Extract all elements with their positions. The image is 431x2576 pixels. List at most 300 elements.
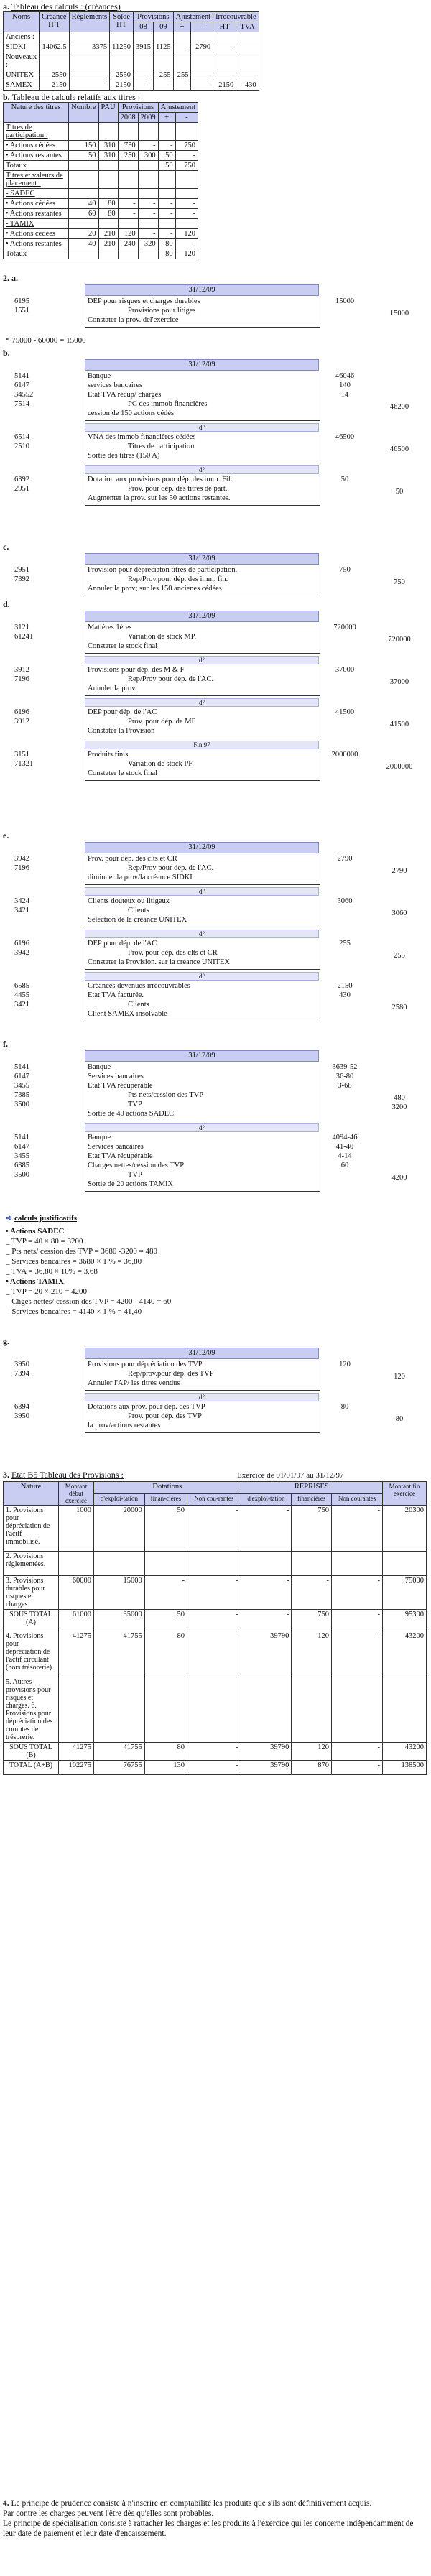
cell-r: - <box>69 80 110 91</box>
cell-pau <box>98 161 118 171</box>
cell-s: 2150 <box>110 80 134 91</box>
section-d-title: d. <box>3 599 10 609</box>
row-name: Nouveaux : <box>4 52 40 70</box>
cell-n <box>69 123 98 141</box>
cell-pau: 310 <box>98 141 118 151</box>
cell-rn: - <box>332 1576 383 1610</box>
cell-am: 120 <box>175 229 198 239</box>
account-number: 7196 <box>14 675 29 683</box>
debit-amount: 2000000 <box>331 751 358 759</box>
row-label: SOUS TOTAL (B) <box>4 1743 59 1761</box>
entry-label: Services bancaires <box>88 1143 144 1151</box>
account-number: 7514 <box>14 400 29 408</box>
journal-entry-box <box>85 563 320 596</box>
titres-table: Nature des titres Nombre PAU Provisions Ajustement 2008 2009 + - Titres de participation : • Actions cédées 150 310 750 - - 750 • Actions restantes 50 310 250 300 50 - Totaux 50 750 Titres et valeurs de placement : - SADEC • Actions cédées 40 80 - - - - • Actions restantes 60 80 - - - - - TAMIX • Actions cédées 20 210 120 - - 120 • Actions restantes 40 210 240 320 80 - Totaux 80 120 <box>3 102 198 259</box>
entry-label: Sortie de 20 actions TAMIX <box>88 1180 174 1188</box>
row-name: SIDKI <box>4 42 40 52</box>
journal-entry-box <box>85 430 320 463</box>
cell-rn <box>332 1677 383 1743</box>
cell-f: 138500 <box>383 1761 427 1775</box>
entry-label: Pts nets/cession des TVP <box>128 1091 204 1099</box>
cell-df: 50 <box>144 1610 187 1631</box>
debit-amount: 3-68 <box>338 1082 352 1090</box>
cell-df <box>144 1677 187 1743</box>
cell-rf <box>292 1677 332 1743</box>
account-number: 3942 <box>14 949 29 957</box>
entry-label: DEP pour dép. de l'AC <box>88 940 157 948</box>
cell-ap: - <box>158 199 175 209</box>
entry-label: Sortie de 40 actions SADEC <box>88 1110 175 1118</box>
journal-g <box>7 1348 424 1463</box>
entry-label: DEP pour risques et charges durables <box>88 297 200 305</box>
credit-amount: 80 <box>395 1415 404 1423</box>
account-number: 6385 <box>14 1162 29 1169</box>
cell-df: 80 <box>144 1743 187 1761</box>
calc-line: _ Services bancaires = 3680 × 1 % = 36,80 <box>6 1257 142 1266</box>
cell-p09: - <box>154 80 174 91</box>
entry-label: Charges nettes/cession des TVP <box>88 1162 185 1169</box>
cell-ap: 50 <box>158 151 175 161</box>
entry-label: Provisions pour dépréciation des TVP <box>88 1361 203 1368</box>
credit-amount: 46200 <box>389 403 409 411</box>
debit-amount: 3639-52 <box>332 1063 358 1071</box>
cell-rf: - <box>292 1576 332 1610</box>
table-row <box>4 239 198 249</box>
cell-p08: 3915 <box>134 42 154 52</box>
table-row <box>4 1552 427 1576</box>
account-number: 3121 <box>14 624 29 631</box>
cell-r <box>69 32 110 42</box>
table-row <box>4 141 198 151</box>
entry-label: la prov/actions restantes <box>88 1422 161 1430</box>
account-number: 3424 <box>14 897 29 905</box>
cell-de <box>94 1552 145 1576</box>
entry-label: Provisions pour litiges <box>128 307 196 315</box>
cell-ap: 50 <box>158 161 175 171</box>
section-b-title: b. Tableau de calculs relatifs aux titres : <box>3 92 141 102</box>
cell-d: 60000 <box>59 1576 94 1610</box>
cell-ht: 2150 <box>213 80 236 91</box>
entry-label: cession de 150 actions cédés <box>88 409 175 417</box>
entry-label: TVP <box>128 1171 142 1179</box>
account-number: 7394 <box>14 1370 29 1378</box>
entry-label: Rep/Prov pour dép. de l'AC. <box>128 864 214 872</box>
credit-amount: 15000 <box>389 310 409 318</box>
credit-amount: 720000 <box>388 636 411 644</box>
table-row <box>4 1677 427 1743</box>
account-number: 3455 <box>14 1152 29 1160</box>
entry-label: diminuer la prov/la créance SIDKI <box>88 874 193 881</box>
cell-p9: - <box>138 229 158 239</box>
cell-tva <box>236 42 259 52</box>
cell-c <box>40 32 69 42</box>
cell-n: 20 <box>69 229 98 239</box>
calcs-block <box>6 1227 171 1317</box>
table-row <box>4 219 198 229</box>
cell-aminus <box>191 32 213 42</box>
cell-dn: - <box>187 1761 241 1775</box>
cell-ap <box>158 189 175 199</box>
cell-p8: 240 <box>118 239 138 249</box>
cell-d: 41275 <box>59 1743 94 1761</box>
cell-d: 102275 <box>59 1761 94 1775</box>
cell-re <box>241 1677 292 1743</box>
entry-label: Banque <box>88 372 111 380</box>
cell-d <box>59 1552 94 1576</box>
section-3-title: 3. Etat B5 Tableau des Provisions : <box>3 1470 124 1480</box>
debit-amount: 140 <box>339 381 351 389</box>
account-number: 1551 <box>14 307 29 315</box>
sadec-title: • Actions SADEC <box>6 1227 65 1236</box>
cell-dn: - <box>187 1576 241 1610</box>
entry-label: Prov. pour dép. des clts et CR <box>88 855 177 863</box>
entry-label: Constater le stock final <box>88 642 158 650</box>
debit-amount: 3060 <box>337 897 353 905</box>
debit-amount: 41-40 <box>335 1143 354 1151</box>
credit-amount: 2790 <box>391 867 407 875</box>
table-row <box>4 209 198 219</box>
credit-amount: 3200 <box>391 1103 407 1111</box>
account-number: 4455 <box>14 991 29 999</box>
entry-label: TVP <box>128 1101 142 1108</box>
entry-label: Rep/prov.pour dép. des TVP <box>128 1370 214 1378</box>
cell-n: 60 <box>69 209 98 219</box>
account-number: 2510 <box>14 443 29 450</box>
cell-df: 80 <box>144 1631 187 1677</box>
journal-f <box>7 1050 424 1208</box>
account-number: 3421 <box>14 907 29 914</box>
cell-de: 35000 <box>94 1610 145 1631</box>
cell-ht: - <box>213 42 236 52</box>
debit-amount: 4-14 <box>338 1152 352 1160</box>
journal-entry-box <box>85 1060 320 1121</box>
credit-amount: 255 <box>394 952 405 960</box>
cell-p9: - <box>138 141 158 151</box>
cell-n <box>69 171 98 189</box>
cell-am: - <box>175 151 198 161</box>
account-number: 3151 <box>14 751 29 759</box>
table-row <box>4 80 259 91</box>
account-number: 6196 <box>14 940 29 948</box>
cell-pau: 210 <box>98 229 118 239</box>
cell-f: 43200 <box>383 1631 427 1677</box>
cell-rf: 750 <box>292 1506 332 1552</box>
row-label: SOUS TOTAL (A) <box>4 1610 59 1631</box>
cell-ht: - <box>213 70 236 80</box>
account-number: 7392 <box>14 575 29 583</box>
journal-entry-box <box>85 473 320 506</box>
cell-f: 20300 <box>383 1506 427 1552</box>
row-label: • Actions cédées <box>4 229 69 239</box>
exercise-range: Exercice de 01/01/97 au 31/12/97 <box>237 1471 344 1480</box>
journal-date: 31/12/09 <box>85 284 319 296</box>
entry-label: Matières 1ères <box>88 624 132 631</box>
entry-label: VNA des immob financières cédées <box>88 433 196 441</box>
cell-r <box>69 52 110 70</box>
cell-ht <box>213 32 236 42</box>
cell-rn: - <box>332 1743 383 1761</box>
account-number: 3912 <box>14 718 29 726</box>
section-g-title: g. <box>3 1336 9 1346</box>
cell-n <box>69 189 98 199</box>
entry-label: Client SAMEX insolvable <box>88 1010 167 1018</box>
entry-label: Etat TVA récupérable <box>88 1082 153 1090</box>
row-label: Titres et valeurs de placement : <box>4 171 69 189</box>
debit-amount: 50 <box>340 476 349 483</box>
cell-ap: 80 <box>158 239 175 249</box>
calc-line: _ Pts nets/ cession des TVP = 3680 -3200 = 480 <box>6 1247 158 1256</box>
cell-dn: - <box>187 1631 241 1677</box>
account-number: 61241 <box>14 633 34 641</box>
table-row <box>4 1576 427 1610</box>
cell-re: 39790 <box>241 1631 292 1677</box>
journal-b <box>7 359 424 539</box>
account-number: 34552 <box>14 391 34 399</box>
cell-re: - <box>241 1506 292 1552</box>
col-reglements: Règlements <box>69 12 110 32</box>
cell-n: 40 <box>69 199 98 209</box>
table-row <box>4 42 259 52</box>
journal-date: 31/12/09 <box>85 359 319 371</box>
cell-p08: - <box>134 80 154 91</box>
journal-date: 31/12/09 <box>85 842 319 853</box>
cell-rn: - <box>332 1761 383 1775</box>
entry-label: Banque <box>88 1063 111 1071</box>
calc-line: _ TVP = 40 × 80 = 3200 <box>6 1237 83 1246</box>
cell-dn: - <box>187 1610 241 1631</box>
cell-aminus: - <box>191 80 213 91</box>
section-a-title: a. Tableau des calculs : (créances) <box>3 1 121 11</box>
cell-p8 <box>118 189 138 199</box>
cell-p9: 300 <box>138 151 158 161</box>
table-row <box>4 32 259 42</box>
calc-2a: * 75000 - 60000 = 15000 <box>6 336 86 345</box>
debit-amount: 120 <box>339 1361 351 1368</box>
account-number: 6585 <box>14 982 29 990</box>
cell-d: 1000 <box>59 1506 94 1552</box>
debit-amount: 2790 <box>337 855 353 863</box>
cell-p08 <box>134 52 154 70</box>
cell-tva: - <box>236 70 259 80</box>
row-name: UNITEX <box>4 70 40 80</box>
row-label: 3. Provisions durables pour risques et charges <box>4 1576 59 1610</box>
debit-amount: 60 <box>340 1162 349 1169</box>
journal-date: 31/12/09 <box>85 1348 319 1359</box>
cell-re: - <box>241 1576 292 1610</box>
cell-f: 95300 <box>383 1610 427 1631</box>
table-row <box>4 123 198 141</box>
journal-e <box>7 842 424 1036</box>
table-row <box>4 1761 427 1775</box>
credit-amount: 480 <box>394 1094 405 1102</box>
account-number: 3942 <box>14 855 29 863</box>
account-number: 6147 <box>14 381 29 389</box>
cell-am: 750 <box>175 141 198 151</box>
journal-entry-box <box>85 1131 320 1192</box>
cell-aplus <box>173 32 191 42</box>
account-number: 6195 <box>14 297 29 305</box>
row-label: • Actions restantes <box>4 239 69 249</box>
cell-s <box>110 32 134 42</box>
cell-p08: - <box>134 70 154 80</box>
cell-p08 <box>134 32 154 42</box>
entry-label: services bancaires <box>88 381 143 389</box>
journal-entry-box <box>85 937 320 970</box>
cell-ap: - <box>158 141 175 151</box>
cell-dn: - <box>187 1506 241 1552</box>
row-label: - TAMIX <box>4 219 69 229</box>
section-f-title: f. <box>3 1039 8 1049</box>
cell-n <box>69 219 98 229</box>
cell-pau <box>98 171 118 189</box>
cell-pau: 80 <box>98 209 118 219</box>
cell-ap: 80 <box>158 249 175 259</box>
journal-date: 31/12/09 <box>85 553 319 565</box>
cell-p9 <box>138 219 158 229</box>
journal-entry-box <box>85 852 320 885</box>
entry-label: Clients <box>128 907 149 914</box>
debit-amount: 255 <box>339 940 351 948</box>
credit-amount: 2580 <box>391 1004 407 1011</box>
cell-p9 <box>138 123 158 141</box>
entry-label: Prov. pour dép. des titres de part. <box>128 485 228 493</box>
cell-r: - <box>69 70 110 80</box>
debit-amount: 41500 <box>335 708 355 716</box>
cell-aplus: - <box>173 80 191 91</box>
cell-de: 20000 <box>94 1506 145 1552</box>
cell-rf: 870 <box>292 1761 332 1775</box>
journal-entry-box <box>85 979 320 1021</box>
cell-p8 <box>118 161 138 171</box>
debit-amount: 15000 <box>335 297 355 305</box>
cell-n: 40 <box>69 239 98 249</box>
credit-amount: 50 <box>395 488 404 496</box>
table-row <box>4 151 198 161</box>
table-row <box>4 70 259 80</box>
cell-pau: 80 <box>98 199 118 209</box>
cell-n: 150 <box>69 141 98 151</box>
account-number: 6394 <box>14 1403 29 1411</box>
cell-p8: - <box>118 209 138 219</box>
cell-s <box>110 52 134 70</box>
arrow-icon: ➪ <box>6 1214 13 1223</box>
cell-pau <box>98 123 118 141</box>
cell-aplus: - <box>173 42 191 52</box>
tamix-title: • Actions TAMIX <box>6 1277 65 1286</box>
cell-rn: - <box>332 1506 383 1552</box>
entry-label: Rep/Prov.pour dép. des imm. fin. <box>128 575 228 583</box>
entry-label: Banque <box>88 1134 111 1141</box>
journal-date: 31/12/09 <box>85 611 319 622</box>
debit-amount: 46046 <box>335 372 355 380</box>
debit-amount: 750 <box>339 566 351 574</box>
entry-label: Créances devenues irrécouvrables <box>88 982 190 990</box>
journal-entry-box <box>85 621 320 654</box>
col-noms: Noms <box>4 12 40 32</box>
cell-ap <box>158 219 175 229</box>
entry-label: Produits finis <box>88 751 129 759</box>
cell-p09: 1125 <box>154 42 174 52</box>
entry-label: Constater la prov. del'exercice <box>88 316 179 324</box>
entry-label: Prov. pour dép. de MF <box>128 718 196 726</box>
calc-line: _ TVP = 20 × 210 = 4200 <box>6 1287 88 1296</box>
col-creance: Créance H T <box>40 12 69 32</box>
row-label: Titres de participation : <box>4 123 69 141</box>
entry-label: Annuler la prov. <box>88 685 137 692</box>
cell-n <box>69 161 98 171</box>
col-provisions: Provisions <box>134 12 174 22</box>
account-number: 71321 <box>14 760 34 768</box>
debit-amount: 37000 <box>335 666 355 674</box>
journal-separator: Fin 97 <box>85 741 319 749</box>
provisions-table: Nature Montant début exercice Dotations REPRISES Montant fin exercice d'exploi-tation finan-cières Non cou-rantes d'exploi-tation financières Non courantes 1. Provisions pour dépréciation de l'actif immobilisé. 1000 20000 50 - - 750 - 20300 2. Provisions réglementées. 3. Provisions durables pour risques et charges 60000 15000 - - - - - 75000 SOUS TOTAL (A) 61000 35000 50 - - 750 - 95300 4. Provisions pour dépréciation de l'actif circulant (hors trésorerie). 41275 41755 80 - 39790 120 - 43200 5. Autres provisions pour risques et charges. 6. Provisions pour dépréciation des comptes de trésorerie. SOUS TOTAL (B) 41275 41755 80 - 39790 120 - 43200 TOTAL (A+B) 102275 76755 130 - 39790 870 - 138500 <box>3 1481 427 1775</box>
journal-entry-box <box>85 894 320 927</box>
row-name: SAMEX <box>4 80 40 91</box>
section-b2-title: b. <box>3 348 10 358</box>
entry-label: Constater le stock final <box>88 769 158 777</box>
cell-n <box>69 249 98 259</box>
account-number: 7196 <box>14 864 29 872</box>
cell-dn: - <box>187 1743 241 1761</box>
row-label: - SADEC <box>4 189 69 199</box>
table-row <box>4 1631 427 1677</box>
debit-amount: 2150 <box>337 982 353 990</box>
journal-entry-box <box>85 295 320 328</box>
cell-s: 11250 <box>110 42 134 52</box>
account-number: 6196 <box>14 708 29 716</box>
cell-df: 130 <box>144 1761 187 1775</box>
col-irrecouvrable: Irrecouvrable <box>213 12 259 22</box>
account-number: 3950 <box>14 1412 29 1420</box>
cell-p8 <box>118 219 138 229</box>
cell-p09 <box>154 32 174 42</box>
entry-label: PC des immob financières <box>128 400 208 408</box>
cell-re <box>241 1552 292 1576</box>
cell-de: 15000 <box>94 1576 145 1610</box>
cell-pau: 210 <box>98 239 118 249</box>
debit-amount: 430 <box>339 991 351 999</box>
table-row <box>4 1506 427 1552</box>
table-row <box>4 189 198 199</box>
cell-am: - <box>175 199 198 209</box>
journal-separator: d° <box>85 656 319 664</box>
account-number: 3912 <box>14 666 29 674</box>
credit-amount: 120 <box>394 1373 405 1381</box>
journal-entry-box <box>85 663 320 696</box>
cell-f <box>383 1552 427 1576</box>
cell-p8: 250 <box>118 151 138 161</box>
cell-rf: 750 <box>292 1610 332 1631</box>
cell-pau: 310 <box>98 151 118 161</box>
table-row <box>4 52 259 70</box>
account-number: 6392 <box>14 476 29 483</box>
cell-rf <box>292 1552 332 1576</box>
cell-p09: 255 <box>154 70 174 80</box>
account-number: 3500 <box>14 1171 29 1179</box>
journal-separator: d° <box>85 930 319 938</box>
cell-am <box>175 219 198 229</box>
credit-amount: 750 <box>394 578 405 586</box>
cell-df: 50 <box>144 1506 187 1552</box>
cell-am: 750 <box>175 161 198 171</box>
row-label: Totaux <box>4 249 69 259</box>
cell-re: 39790 <box>241 1761 292 1775</box>
account-number: 3500 <box>14 1101 29 1108</box>
entry-label: DEP pour dép. de l'AC <box>88 708 157 716</box>
account-number: 6147 <box>14 1143 29 1151</box>
cell-p9 <box>138 189 158 199</box>
row-name: Anciens : <box>4 32 40 42</box>
